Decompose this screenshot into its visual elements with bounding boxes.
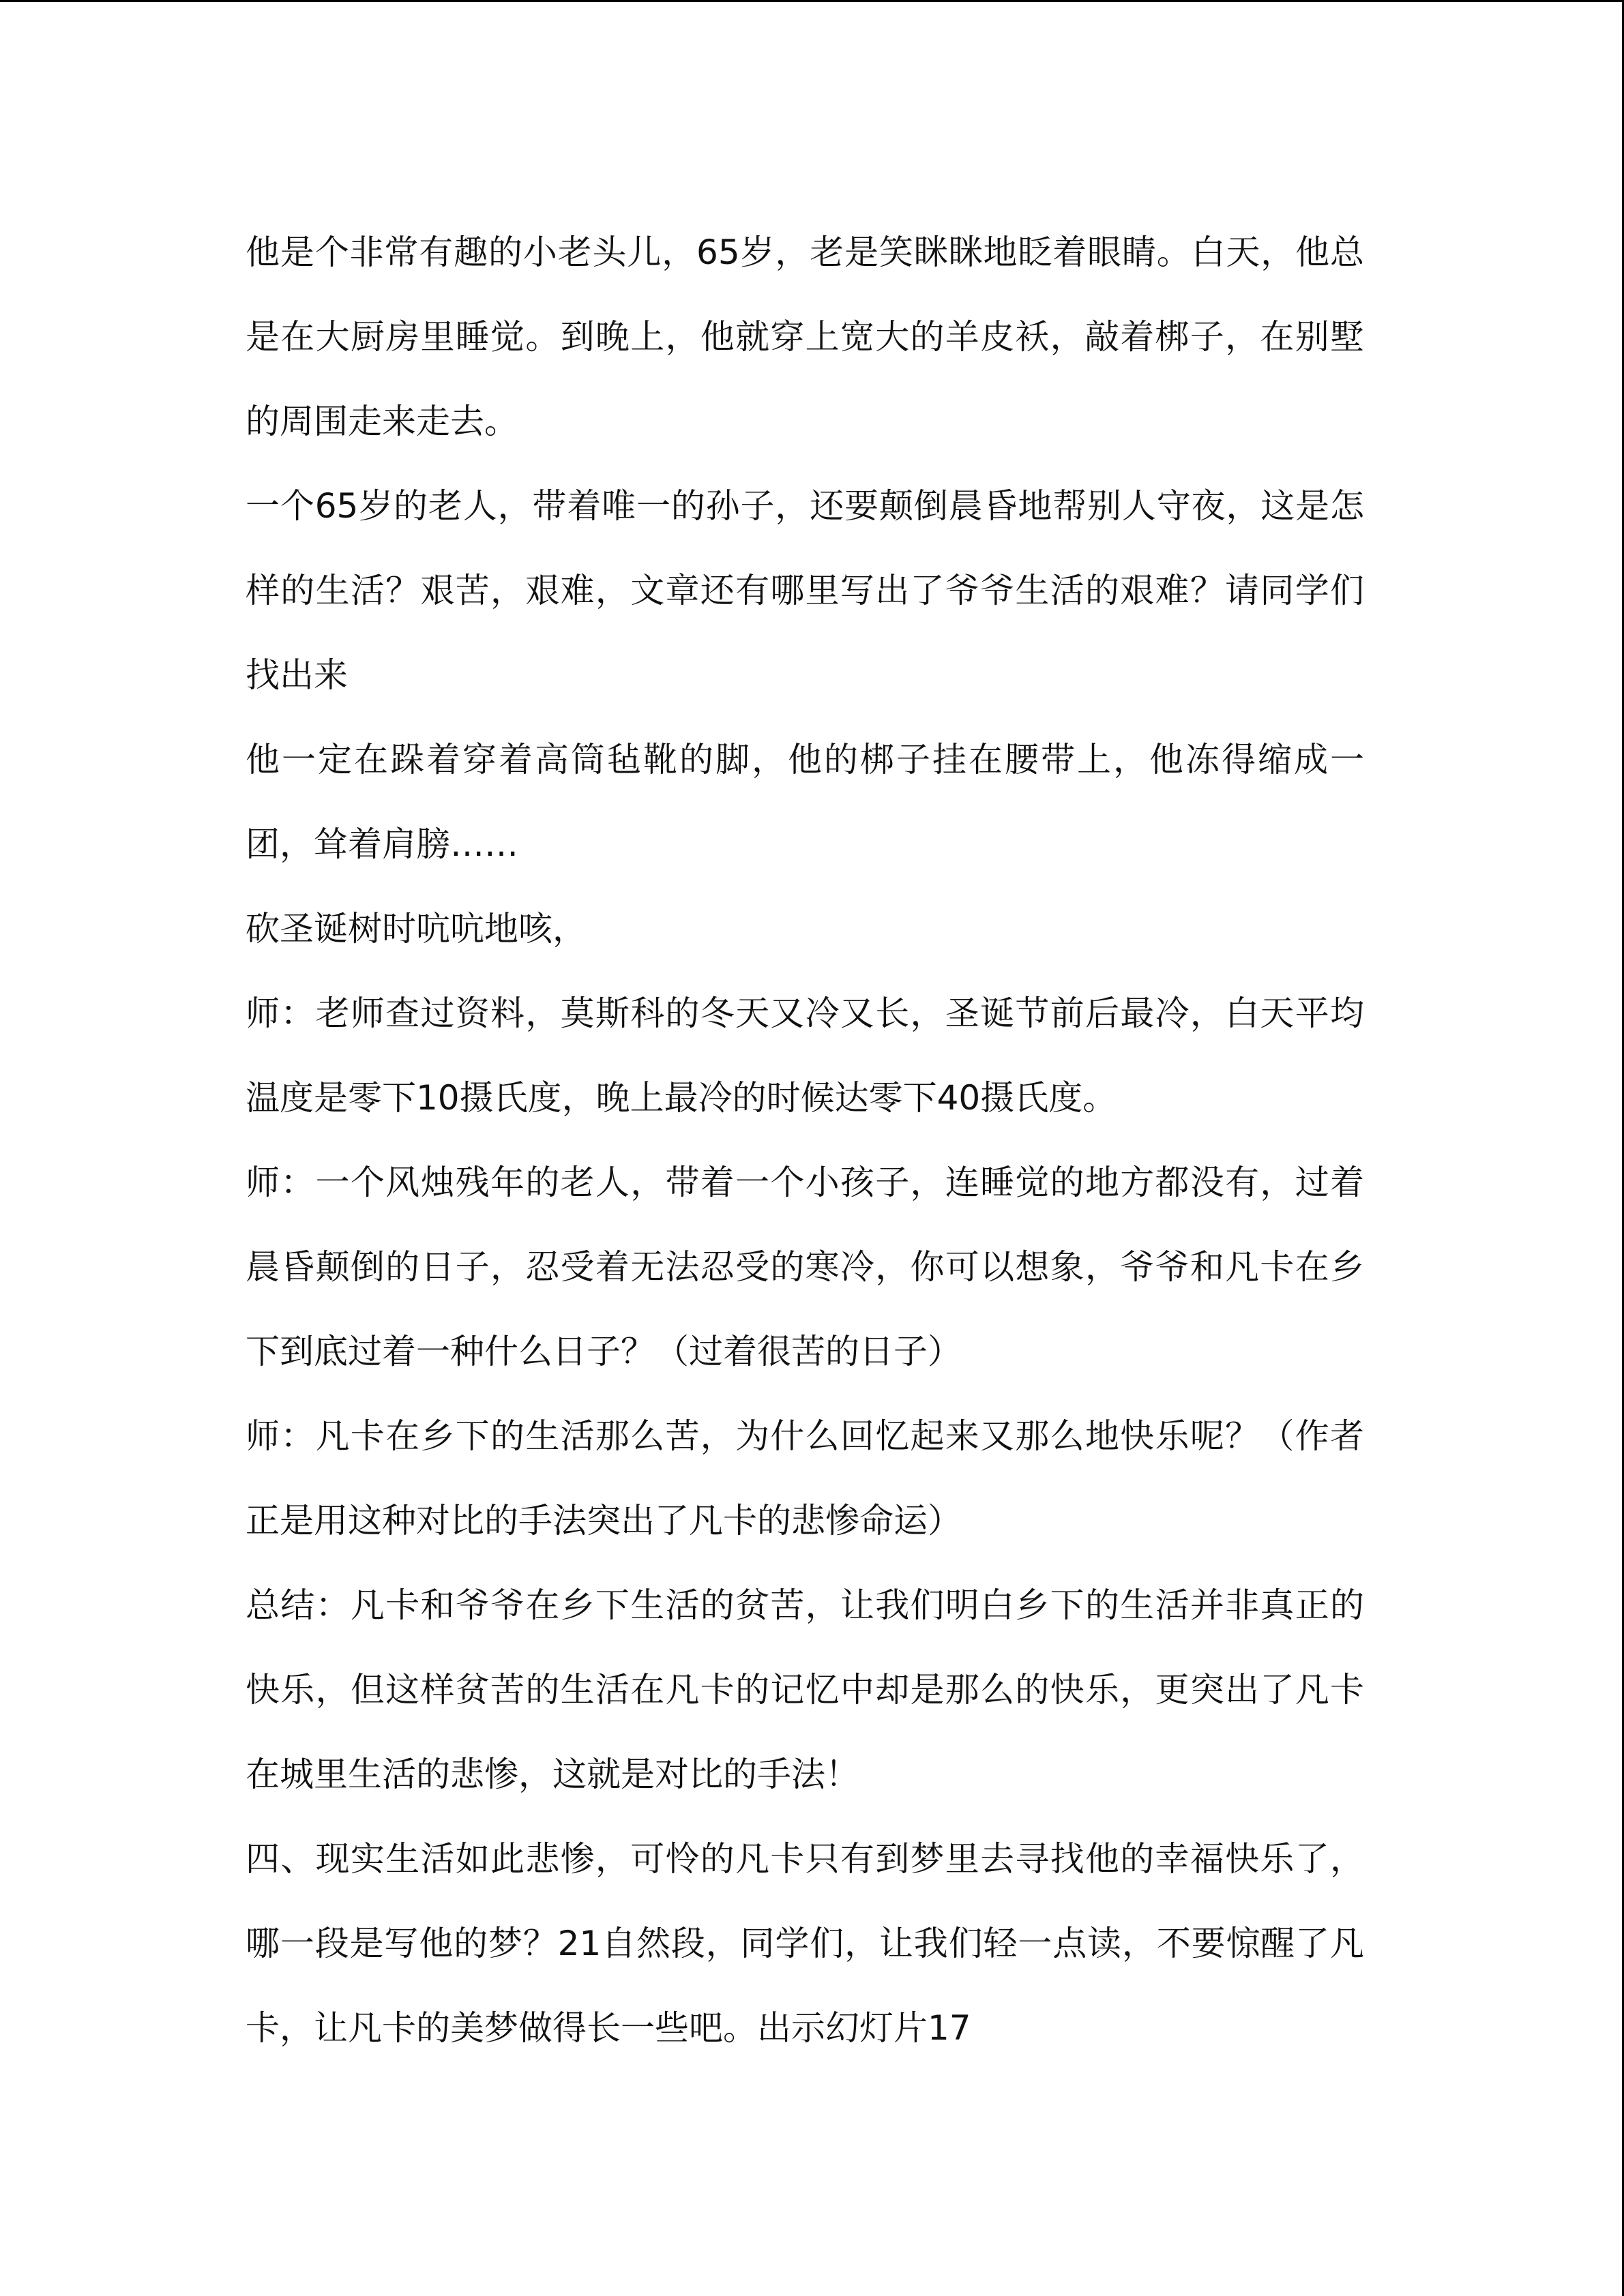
paragraph-imagine-life: 师：一个风烛残年的老人，带着一个小孩子，连睡觉的地方都没有，过着晨昏颠倒的日子，忍受着无法忍受的寒冷，你可以想象，爷爷和凡卡在乡下到底过着一种什么日子？（过着很苦的日子） <box>246 1163 1364 1371</box>
paragraph-summary: 总结：凡卡和爷爷在乡下生活的贫苦，让我们明白乡下的生活并非真正的快乐，但这样贫苦的生活在凡卡的记忆中却是那么的快乐，更突出了凡卡在城里生活的悲惨，这就是对比的手法！ <box>246 1585 1364 1794</box>
document-body <box>246 210 1364 2070</box>
paragraph-frozen-grandfather: 他一定在跺着穿着高筒毡靴的脚，他的梆子挂在腰带上，他冻得缩成一团，耸着肩膀…… <box>246 740 1364 864</box>
paragraph-section-four: 四、现实生活如此悲惨，可怜的凡卡只有到梦里去寻找他的幸福快乐了，哪一段是写他的梦？21自然段，同学们，让我们轻一点读，不要惊醒了凡卡，让凡卡的美梦做得长一些吧。出示幻灯片17 <box>246 1839 1364 2048</box>
paragraph-contrast-question: 师：凡卡在乡下的生活那么苦，为什么回忆起来又那么地快乐呢？（作者正是用这种对比的手法突出了凡卡的悲惨命运） <box>246 1416 1364 1540</box>
paragraph-moscow-winter: 师：老师查过资料，莫斯科的冬天又冷又长，圣诞节前后最冷，白天平均温度是零下10摄氏度，晚上最冷的时候达零下40摄氏度。 <box>246 994 1364 1118</box>
paragraph-hard-life-question: 一个65岁的老人，带着唯一的孙子，还要颠倒晨昏地帮别人守夜，这是怎样的生活？艰苦，艰难，文章还有哪里写出了爷爷生活的艰难？请同学们找出来 <box>246 486 1364 695</box>
paragraph-grandfather-description: 他是个非常有趣的小老头儿，65岁，老是笑眯眯地眨着眼睛。白天，他总是在大厨房里睡觉。到晚上，他就穿上宽大的羊皮袄，敲着梆子，在别墅的周围走来走去。 <box>246 233 1364 441</box>
paragraph-christmas-tree: 砍圣诞树时吭吭地咳， <box>246 909 587 949</box>
